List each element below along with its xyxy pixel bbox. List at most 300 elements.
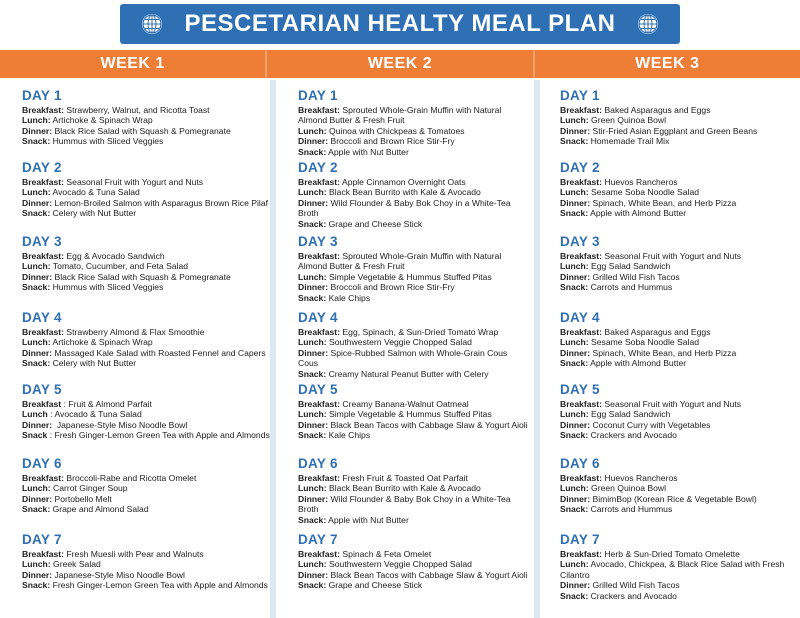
meal-line [298, 337, 528, 347]
meal-line [298, 409, 528, 419]
meal-line [560, 327, 795, 337]
day-title: DAY 3 [560, 234, 600, 249]
meal-line [560, 591, 795, 601]
meal-line [560, 549, 795, 559]
meal-line [298, 483, 528, 493]
meal-text: Black Bean Tacos with Cabbage Slaw & Yogurt Aioli [328, 569, 528, 580]
meal-line [22, 483, 270, 493]
meal-line [22, 282, 270, 292]
meal-line [298, 282, 528, 292]
meal-text: Stir-Fried Asian Eggplant and Green Beans [590, 125, 758, 136]
meal-text: Lemon-Broiled Salmon with Asparagus Brown Rice Pilaf [52, 197, 268, 208]
meal-label: Breakfast: [22, 549, 65, 559]
meal-label: Breakfast: [22, 327, 65, 337]
meal-label: Snack: [298, 430, 327, 441]
meal-label: Breakfast: [560, 399, 603, 409]
meal-text: Portobello Melt [52, 493, 112, 504]
day-block [298, 310, 528, 379]
meal-text: Carrots and Hummus [588, 504, 673, 515]
meal-line [298, 348, 528, 369]
day-title: DAY 7 [22, 532, 62, 547]
day-block [560, 310, 795, 369]
day-block [22, 160, 270, 219]
day-title: DAY 2 [22, 160, 62, 175]
meal-line [560, 473, 795, 483]
meal-text: Wild Flounder & Baby Bok Choy in a White-Tea Broth [298, 493, 513, 515]
meal-line [298, 136, 528, 146]
day-block [298, 456, 528, 525]
meal-text: Strawberry, Walnut, and Ricotta Toast [64, 105, 210, 115]
day-title: DAY 2 [298, 160, 338, 175]
meal-text: Kale Chips [326, 430, 371, 441]
day-title: DAY 5 [298, 382, 338, 397]
meal-line [298, 327, 528, 337]
meal-label: Dinner: [298, 347, 329, 358]
meal-label: Dinner: [560, 271, 591, 282]
meal-line [298, 251, 528, 272]
meal-text: Hummus with Sliced Veggies [50, 282, 164, 293]
meal-line [22, 420, 270, 430]
meal-label: Dinner: [22, 347, 53, 358]
meal-line [560, 198, 795, 208]
meal-text: Black Rice Salad with Squash & Pomegranate [52, 271, 231, 282]
meal-line [560, 409, 795, 419]
meal-label: Lunch: [298, 271, 327, 282]
meal-text: Carrot Ginger Soup [50, 483, 128, 494]
meal-text: Fresh Ginger-Lemon Green Tea with Apple and Almonds [50, 580, 268, 591]
meal-text: Japanese-Style Miso Noodle Bowl [52, 569, 185, 580]
meal-text: Celery with Nut Butter [50, 208, 137, 219]
meal-text: Creamy Natural Peanut Butter with Celery [326, 368, 489, 379]
meal-line [298, 219, 528, 229]
meal-line [560, 420, 795, 430]
meal-line [22, 251, 270, 261]
meal-text: Avocado & Tuna Salad [50, 187, 140, 198]
meal-line [560, 494, 795, 504]
meal-label: Dinner: [298, 493, 329, 504]
day-block [22, 88, 270, 147]
meal-line [22, 473, 270, 483]
meal-label: Dinner: [298, 419, 329, 430]
meal-label: Lunch: [22, 187, 51, 198]
meal-label: Snack: [22, 358, 51, 369]
meal-label: Lunch: [298, 483, 327, 494]
day-title: DAY 6 [22, 456, 62, 471]
meal-label: Lunch: [298, 125, 327, 136]
meal-label: Dinner: [298, 136, 329, 147]
meal-text: Creamy Banana-Walnut Oatmeal [340, 399, 469, 409]
meal-label: Breakfast: [560, 549, 603, 559]
day-block [560, 234, 795, 293]
meal-line [298, 105, 528, 126]
meal-text: Southwestern Veggie Chopped Salad [326, 559, 472, 570]
meal-text: Spinach, White Bean, and Herb Pizza [590, 347, 737, 358]
day-block [560, 88, 795, 147]
meal-label: Dinner: [298, 197, 329, 208]
meal-label: Dinner: [22, 125, 53, 136]
week-3-column [560, 84, 795, 618]
meal-text: Southwestern Veggie Chopped Salad [326, 337, 472, 348]
meal-label: Breakfast: [298, 177, 341, 187]
meal-text: Egg Salad Sandwich [588, 261, 671, 272]
meal-text: Huevos Rancheros [602, 473, 678, 483]
meal-line [560, 348, 795, 358]
meal-text: Fresh Muesli with Pear and Walnuts [64, 549, 204, 559]
meal-text: Japanese-Style Miso Noodle Bowl [52, 419, 188, 430]
meal-line [22, 187, 270, 197]
meal-text: Seasonal Fruit with Yogurt and Nuts [602, 251, 742, 261]
day-title: DAY 3 [22, 234, 62, 249]
meal-line [22, 198, 270, 208]
meal-line [298, 580, 528, 590]
week-2-column [298, 84, 528, 618]
meal-label: Dinner: [560, 347, 591, 358]
meal-text: BimimBop (Korean Rice & Vegetable Bowl) [590, 493, 757, 504]
meal-line [22, 272, 270, 282]
meal-text: Apple with Almond Butter [588, 208, 687, 219]
meal-label: Breakfast: [22, 105, 65, 115]
meal-line [560, 399, 795, 409]
meal-text: Broccoli and Brown Rice Stir-Fry [328, 136, 455, 147]
day-title: DAY 7 [298, 532, 338, 547]
meal-text: Grape and Cheese Stick [326, 580, 423, 591]
meal-label: Breakfast: [298, 549, 341, 559]
meal-line [298, 369, 528, 379]
meal-text: Grape and Almond Salad [50, 504, 149, 515]
meal-line [560, 261, 795, 271]
day-block [560, 456, 795, 515]
meal-label: Snack: [560, 504, 589, 515]
meal-line [560, 251, 795, 261]
meal-text: Crackers and Avocado [588, 430, 677, 441]
meal-line [22, 136, 270, 146]
day-block [298, 382, 528, 441]
meal-label: Dinner: [22, 569, 53, 580]
meal-text: Apple with Nut Butter [326, 514, 409, 525]
meal-label: Lunch: [22, 115, 51, 126]
globe-icon [142, 14, 162, 34]
meal-text: Seasonal Fruit with Yogurt and Nuts [64, 177, 204, 187]
meal-line [560, 483, 795, 493]
day-block [22, 310, 270, 369]
meal-label: Snack: [22, 504, 51, 515]
meal-line [560, 580, 795, 590]
meal-label: Snack: [22, 136, 51, 147]
meal-line [298, 430, 528, 440]
meal-line [22, 570, 270, 580]
meal-text: Crackers and Avocado [588, 590, 677, 601]
meal-line [22, 559, 270, 569]
meal-label: Snack: [560, 590, 589, 601]
meal-text: Baked Asparagus and Eggs [602, 105, 711, 115]
meal-line [298, 272, 528, 282]
day-block [560, 160, 795, 219]
meal-label: Breakfast: [298, 399, 341, 409]
meal-text: Spinach & Feta Omelet [340, 549, 432, 559]
meal-label: Breakfast: [298, 473, 341, 483]
meal-text: Coconut Curry with Vegetables [590, 419, 711, 430]
day-block [560, 382, 795, 441]
meal-line [22, 580, 270, 590]
meal-line [22, 126, 270, 136]
meal-text: Green Quinoa Bowl [588, 115, 667, 126]
meal-line [560, 208, 795, 218]
meal-text: Homemade Trail Mix [588, 136, 670, 147]
day-title: DAY 4 [298, 310, 338, 325]
meal-text: Green Quinoa Bowl [588, 483, 667, 494]
meal-text: Black Bean Burrito with Kale & Avocado [326, 483, 481, 494]
meal-label: Lunch: [560, 261, 589, 272]
meal-text: Baked Asparagus and Eggs [602, 327, 711, 337]
meal-line [560, 177, 795, 187]
meal-label: Snack: [22, 580, 51, 591]
meal-text: Grilled Wild Fish Tacos [590, 580, 680, 591]
meal-text: Spinach, White Bean, and Herb Pizza [590, 197, 737, 208]
meal-text: Avocado, Chickpea, & Black Rice Salad with Fresh Cilantro [560, 559, 787, 580]
meal-label: Lunch: [560, 483, 589, 494]
meal-text: Artichoke & Spinach Wrap [50, 115, 153, 126]
meal-label: Breakfast [22, 399, 62, 409]
meal-text: : Fresh Ginger-Lemon Green Tea with Apple and Almonds [47, 430, 270, 441]
meal-line [298, 515, 528, 525]
day-block [298, 234, 528, 303]
day-title: DAY 5 [22, 382, 62, 397]
meal-text: Seasonal Fruit with Yogurt and Nuts [602, 399, 742, 409]
meal-line [560, 504, 795, 514]
meal-label: Dinner: [560, 197, 591, 208]
meal-line [22, 358, 270, 368]
meal-text: Carrots and Hummus [588, 282, 673, 293]
meal-text: Broccoli and Brown Rice Stir-Fry [328, 282, 455, 293]
meal-text: Wild Flounder & Baby Bok Choy in a White-Tea Broth [298, 197, 513, 219]
day-block [22, 532, 270, 591]
meal-line [298, 570, 528, 580]
week-2-header: WEEK 2 [265, 50, 534, 78]
meal-label: Lunch: [298, 337, 327, 348]
meal-label: Lunch [22, 409, 48, 420]
day-title: DAY 4 [560, 310, 600, 325]
meal-line [298, 473, 528, 483]
meal-label: Lunch: [298, 559, 327, 570]
meal-label: Snack: [560, 430, 589, 441]
meal-label: Lunch: [22, 261, 51, 272]
meal-label: Snack: [22, 208, 51, 219]
meal-label: Snack: [298, 292, 327, 303]
meal-text: Huevos Rancheros [602, 177, 678, 187]
meal-label: Dinner: [560, 580, 591, 591]
meal-line [22, 409, 270, 419]
meal-text: Black Bean Burrito with Kale & Avocado [326, 187, 481, 198]
day-title: DAY 5 [560, 382, 600, 397]
meal-label: Snack: [298, 218, 327, 229]
meal-line [560, 559, 795, 580]
meal-label: Breakfast: [22, 251, 65, 261]
meal-line [298, 187, 528, 197]
day-title: DAY 6 [560, 456, 600, 471]
meal-text: Sesame Soba Noodle Salad [588, 187, 699, 198]
meal-text: Egg, Spinach, & Sun-Dried Tomato Wrap [340, 327, 499, 337]
meal-line [22, 399, 270, 409]
meal-line [560, 136, 795, 146]
day-title: DAY 1 [560, 88, 600, 103]
meal-text: Sesame Soba Noodle Salad [588, 337, 699, 348]
meal-text: Black Bean Tacos with Cabbage Slaw & Yogurt Aioli [328, 419, 528, 430]
meal-text: Spice-Rubbed Salmon with Whole-Grain Cous Cous [298, 347, 510, 369]
day-block [560, 532, 795, 601]
meal-text: Apple with Almond Butter [588, 358, 687, 369]
meal-label: Snack [22, 430, 48, 441]
meal-label: Snack: [298, 146, 327, 157]
meal-label: Lunch: [298, 409, 327, 420]
meal-text: Apple with Nut Butter [326, 146, 409, 157]
week-1-header: WEEK 1 [100, 55, 165, 72]
day-title: DAY 7 [560, 532, 600, 547]
meal-line [298, 177, 528, 187]
meal-line [22, 208, 270, 218]
meal-text: Kale Chips [326, 292, 371, 303]
meal-line [22, 504, 270, 514]
meal-line [560, 126, 795, 136]
meal-label: Breakfast: [298, 251, 341, 261]
meal-text: Artichoke & Spinach Wrap [50, 337, 153, 348]
day-title: DAY 6 [298, 456, 338, 471]
meal-label: Dinner: [298, 569, 329, 580]
meal-label: Breakfast: [560, 251, 603, 261]
day-block [298, 88, 528, 157]
meal-label: Dinner: [560, 125, 591, 136]
meal-line [298, 293, 528, 303]
meal-text: Black Rice Salad with Squash & Pomegranate [52, 125, 231, 136]
meal-line [560, 187, 795, 197]
meal-text: Sprouted Whole-Grain Muffin with Natural Almond Butter & Fresh Fruit [298, 251, 504, 272]
meal-label: Snack: [560, 136, 589, 147]
meal-label: Breakfast: [560, 327, 603, 337]
meal-label: Snack: [298, 514, 327, 525]
meal-line [22, 348, 270, 358]
meal-line [22, 327, 270, 337]
meal-label: Lunch: [560, 337, 589, 348]
day-title: DAY 1 [298, 88, 338, 103]
meal-text: Fresh Fruit & Toasted Oat Parfait [340, 473, 468, 483]
column-divider [270, 80, 276, 618]
meal-label: Snack: [22, 282, 51, 293]
meal-label: Snack: [560, 358, 589, 369]
meal-line [298, 494, 528, 515]
meal-line [22, 337, 270, 347]
meal-label: Dinner: [298, 282, 329, 293]
meal-line [298, 420, 528, 430]
week-header-bar [0, 50, 800, 78]
meal-label: Dinner: [22, 419, 53, 430]
meal-label: Snack: [298, 368, 327, 379]
meal-line [560, 358, 795, 368]
meal-text: Egg Salad Sandwich [588, 409, 671, 420]
meal-label: Lunch: [22, 559, 51, 570]
day-block [22, 456, 270, 515]
meal-label: Dinner: [560, 493, 591, 504]
globe-icon [638, 14, 658, 34]
meal-label: Dinner: [22, 493, 53, 504]
meal-label: Lunch: [560, 559, 589, 570]
meal-text: : Fruit & Almond Parfait [61, 399, 152, 409]
day-title: DAY 3 [298, 234, 338, 249]
title-banner [120, 4, 680, 44]
meal-line [22, 430, 270, 440]
meal-text: Hummus with Sliced Veggies [50, 136, 164, 147]
week-3-header: WEEK 3 [635, 55, 700, 72]
meal-label: Lunch: [298, 187, 327, 198]
meal-line [298, 147, 528, 157]
meal-line [298, 198, 528, 219]
meal-line [22, 177, 270, 187]
day-title: DAY 2 [560, 160, 600, 175]
meal-line [298, 126, 528, 136]
meal-text: Apple Cinnamon Overnight Oats [340, 177, 466, 187]
meal-label: Snack: [560, 282, 589, 293]
meal-text: Simple Vegetable & Hummus Stuffed Pitas [326, 409, 492, 420]
meal-label: Breakfast: [298, 327, 341, 337]
column-divider [534, 80, 540, 618]
day-block [22, 234, 270, 293]
meal-line [298, 559, 528, 569]
meal-text: Egg & Avocado Sandwich [64, 251, 165, 261]
page-title: PESCETARIAN HEALTY MEAL PLAN [184, 10, 616, 37]
meal-label: Lunch: [560, 115, 589, 126]
meal-text: Tomato, Cucumber, and Feta Salad [50, 261, 189, 272]
meal-text: Strawberry Almond & Flax Smoothie [64, 327, 205, 337]
meal-label: Breakfast: [560, 473, 603, 483]
meal-label: Snack: [560, 208, 589, 219]
meal-label: Dinner: [560, 419, 591, 430]
meal-label: Breakfast: [22, 473, 65, 483]
meal-line [22, 549, 270, 559]
day-title: DAY 1 [22, 88, 62, 103]
meal-text: Celery with Nut Butter [50, 358, 137, 369]
meal-line [298, 399, 528, 409]
meal-label: Breakfast: [22, 177, 65, 187]
meal-line [560, 430, 795, 440]
meal-label: Dinner: [22, 197, 53, 208]
day-block [298, 532, 528, 591]
meal-line [22, 494, 270, 504]
meal-line [560, 272, 795, 282]
meal-label: Dinner: [22, 271, 53, 282]
meal-line [560, 105, 795, 115]
meal-line [560, 115, 795, 125]
meal-text: Simple Vegetable & Hummus Stuffed Pitas [326, 271, 492, 282]
meal-label: Lunch: [22, 337, 51, 348]
meal-label: Breakfast: [560, 105, 603, 115]
meal-text: Grilled Wild Fish Tacos [590, 271, 680, 282]
meal-label: Breakfast: [560, 177, 603, 187]
meal-text: : Avocado & Tuna Salad [47, 409, 142, 420]
meal-line [22, 105, 270, 115]
meal-label: Lunch: [22, 483, 51, 494]
meal-line [298, 549, 528, 559]
day-title: DAY 4 [22, 310, 62, 325]
meal-text: Quinoa with Chickpeas & Tomatoes [326, 125, 465, 136]
meal-text: Sprouted Whole-Grain Muffin with Natural Almond Butter & Fresh Fruit [298, 105, 504, 126]
day-block [22, 382, 270, 441]
meal-text: Broccoli-Rabe and Ricotta Omelet [64, 473, 197, 483]
meal-text: Greek Salad [50, 559, 101, 570]
meal-line [22, 115, 270, 125]
meal-line [560, 282, 795, 292]
meal-label: Snack: [298, 580, 327, 591]
meal-line [560, 337, 795, 347]
meal-label: Lunch: [560, 187, 589, 198]
day-block [298, 160, 528, 229]
